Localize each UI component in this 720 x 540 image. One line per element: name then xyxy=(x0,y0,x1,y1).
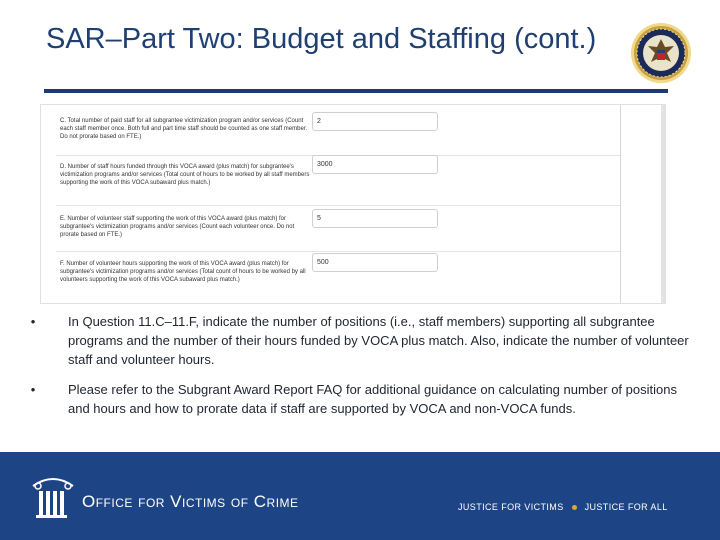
tagline-right: JUSTICE FOR ALL xyxy=(584,502,668,512)
question-d-label: D. Number of staff hours funded through this VOCA award (plus match) for subgrantee's victimization programs and/or services (Total count of hours to be worked by all staff members supporting the work of this VOCA subaward plus match.) xyxy=(60,164,310,186)
bullet-item xyxy=(28,312,698,369)
form-panel xyxy=(56,105,662,304)
footer-organization: Office for Victims of Crime xyxy=(82,492,299,511)
bullet-item xyxy=(28,380,698,418)
footer-banner xyxy=(0,452,720,540)
title-underline xyxy=(44,89,668,93)
ovc-columns-logo-icon xyxy=(30,474,76,520)
bullet-text: Please refer to the Subgrant Award Report FAQ for additional guidance on calculating number of positions and hours and how to prorate data if staff are supported by VOCA and non-VOCA funds. xyxy=(68,382,677,416)
dot-separator-icon xyxy=(572,505,577,510)
scrollbar[interactable] xyxy=(661,105,665,304)
question-d-input[interactable]: 3000 xyxy=(312,155,438,174)
form-side-panel xyxy=(620,105,663,304)
form-screenshot xyxy=(40,104,666,304)
bullet-marker: • xyxy=(30,382,36,397)
question-e-label: E. Number of volunteer staff supporting the work of this VOCA award (plus match) for subgrantee's victimization programs and/or services (Count each volunteer once. Do not prorate based on FTE.) xyxy=(60,216,295,238)
bullet-marker: • xyxy=(30,314,36,329)
question-e-input[interactable]: 5 xyxy=(312,209,438,228)
form-row-e xyxy=(56,205,662,252)
footer-tagline xyxy=(458,502,668,512)
doj-seal-icon xyxy=(630,22,692,84)
slide-title: SAR–Part Two: Budget and Staffing (cont.) xyxy=(46,23,597,55)
question-f-label: F. Number of volunteer hours supporting the work of this VOCA award (plus match) for subgrantee's victimization programs and/or services (Total count of hours to be worked by all volunteers supporting the work of this VOCA subaward plus match.) xyxy=(60,261,306,283)
question-c-input[interactable]: 2 xyxy=(312,112,438,131)
bullet-list xyxy=(28,312,698,429)
question-f-input[interactable]: 500 xyxy=(312,253,438,272)
form-row-c xyxy=(56,105,662,156)
bullet-text: In Question 11.C–11.F, indicate the number of positions (i.e., staff members) supporting all subgrantee programs and the number of their hours funded by VOCA plus match. Also, indicate the number of volunteer staff and volunteer hours. xyxy=(68,314,689,367)
question-c-label: C. Total number of paid staff for all subgrantee victimization program and/or services (Count each staff member once. Both full and part time staff should be counted as one staff member. Do not prorate based on FTE.) xyxy=(60,118,308,140)
tagline-left: JUSTICE FOR VICTIMS xyxy=(458,502,564,512)
form-row-d xyxy=(56,155,662,206)
form-row-f xyxy=(56,251,662,304)
